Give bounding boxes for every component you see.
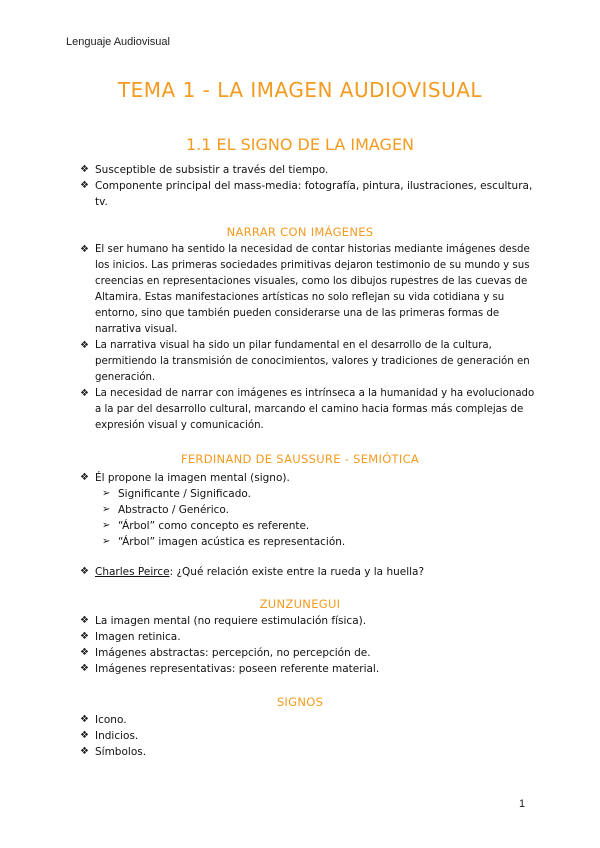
section-title-signo: 1.1 EL SIGNO DE LA IMAGEN <box>185 135 415 154</box>
list-item: ❖ Símbolos. <box>80 746 147 758</box>
list-item: ❖ Susceptible de subsistir a través del tiempo. <box>80 164 329 176</box>
diamond-bullet-icon: ❖ <box>80 244 89 255</box>
list-item: ❖ Icono. <box>80 714 127 726</box>
sub-list-item: ➢ Significante / Significado. <box>102 488 251 500</box>
document-header: Lenguaje Audiovisual <box>66 36 170 48</box>
diamond-bullet-icon: ❖ <box>80 631 89 642</box>
list-item: ❖ La imagen mental (no requiere estimulación física). <box>80 615 367 627</box>
diamond-bullet-icon: ❖ <box>80 663 89 674</box>
page-title: TEMA 1 - LA IMAGEN AUDIOVISUAL <box>117 78 483 102</box>
arrow-bullet-icon: ➢ <box>102 488 111 499</box>
section-signos-list <box>80 712 535 760</box>
list-item: ❖ Él propone la imagen mental (signo). <box>80 472 290 484</box>
section-title-saussure: FERDINAND DE SAUSSURE - SEMIÓTICA <box>180 452 420 466</box>
diamond-bullet-icon: ❖ <box>80 730 89 741</box>
section-narrar-list <box>80 242 535 434</box>
arrow-bullet-icon: ➢ <box>102 536 111 547</box>
diamond-bullet-icon: ❖ <box>80 472 89 483</box>
diamond-bullet-icon: ❖ <box>80 164 89 175</box>
page-number: 1 <box>519 798 526 810</box>
diamond-bullet-icon: ❖ <box>80 388 89 399</box>
arrow-bullet-icon: ➢ <box>102 504 111 515</box>
list-item: ❖ Indicios. <box>80 730 139 742</box>
sub-list-item: ➢ “Árbol” imagen acústica es representación. <box>102 536 346 548</box>
list-item: ❖ La narrativa visual ha sido un pilar fundamental en el desarrollo de la cultura, permitiendo la transmisión de conocimientos, valores y tradiciones de generación en generación. <box>80 340 530 383</box>
diamond-bullet-icon: ❖ <box>80 647 89 658</box>
diamond-bullet-icon: ❖ <box>80 180 89 191</box>
section-saussure-list <box>80 470 535 580</box>
diamond-bullet-icon: ❖ <box>80 566 89 577</box>
section-title-zunzunegui: ZUNZUNEGUI <box>259 597 341 611</box>
peirce-name: Charles Peirce <box>95 566 170 578</box>
diamond-bullet-icon: ❖ <box>80 615 89 626</box>
section-title-signos: SIGNOS <box>276 695 324 709</box>
section-title-narrar: NARRAR CON IMÁGENES <box>226 225 374 239</box>
diamond-bullet-icon: ❖ <box>80 714 89 725</box>
list-item: ❖ Imagen retinica. <box>80 631 181 643</box>
list-item: ❖ El ser humano ha sentido la necesidad de contar historias mediante imágenes desde los inicios. Las primeras sociedades primitivas dejaron testimonio de su mundo y sus creencias en representaciones visuales, como los dibujos rupestres de las cuevas de Altamira. Estas manifestaciones artísticas no solo reflejan su vida cotidiana y su entorno, sino que también pueden considerarse una de las primeras formas de narrativa visual. <box>80 244 530 335</box>
sub-list-item: ➢ Abstracto / Genérico. <box>102 504 230 516</box>
diamond-bullet-icon: ❖ <box>80 340 89 351</box>
arrow-bullet-icon: ➢ <box>102 520 111 531</box>
list-item: ❖ La necesidad de narrar con imágenes es intrínseca a la humanidad y ha evolucionado a la par del desarrollo cultural, marcando el camino hacia formas más complejas de expresión visual y comunicación. <box>80 388 535 431</box>
section-signo-list <box>80 162 535 210</box>
sub-list-item: ➢ “Árbol” como concepto es referente. <box>102 520 310 532</box>
diamond-bullet-icon: ❖ <box>80 746 89 757</box>
list-item: ❖ Imágenes representativas: poseen referente material. <box>80 663 380 675</box>
list-item: ❖ Charles Peirce: ¿Qué relación existe entre la rueda y la huella? <box>80 566 425 578</box>
list-item: ❖ Imágenes abstractas: percepción, no percepción de. <box>80 647 371 659</box>
section-zunzunegui-list <box>80 613 535 677</box>
list-item: ❖ Componente principal del mass-media: fotografía, pintura, ilustraciones, escultura, tv. <box>80 180 533 208</box>
